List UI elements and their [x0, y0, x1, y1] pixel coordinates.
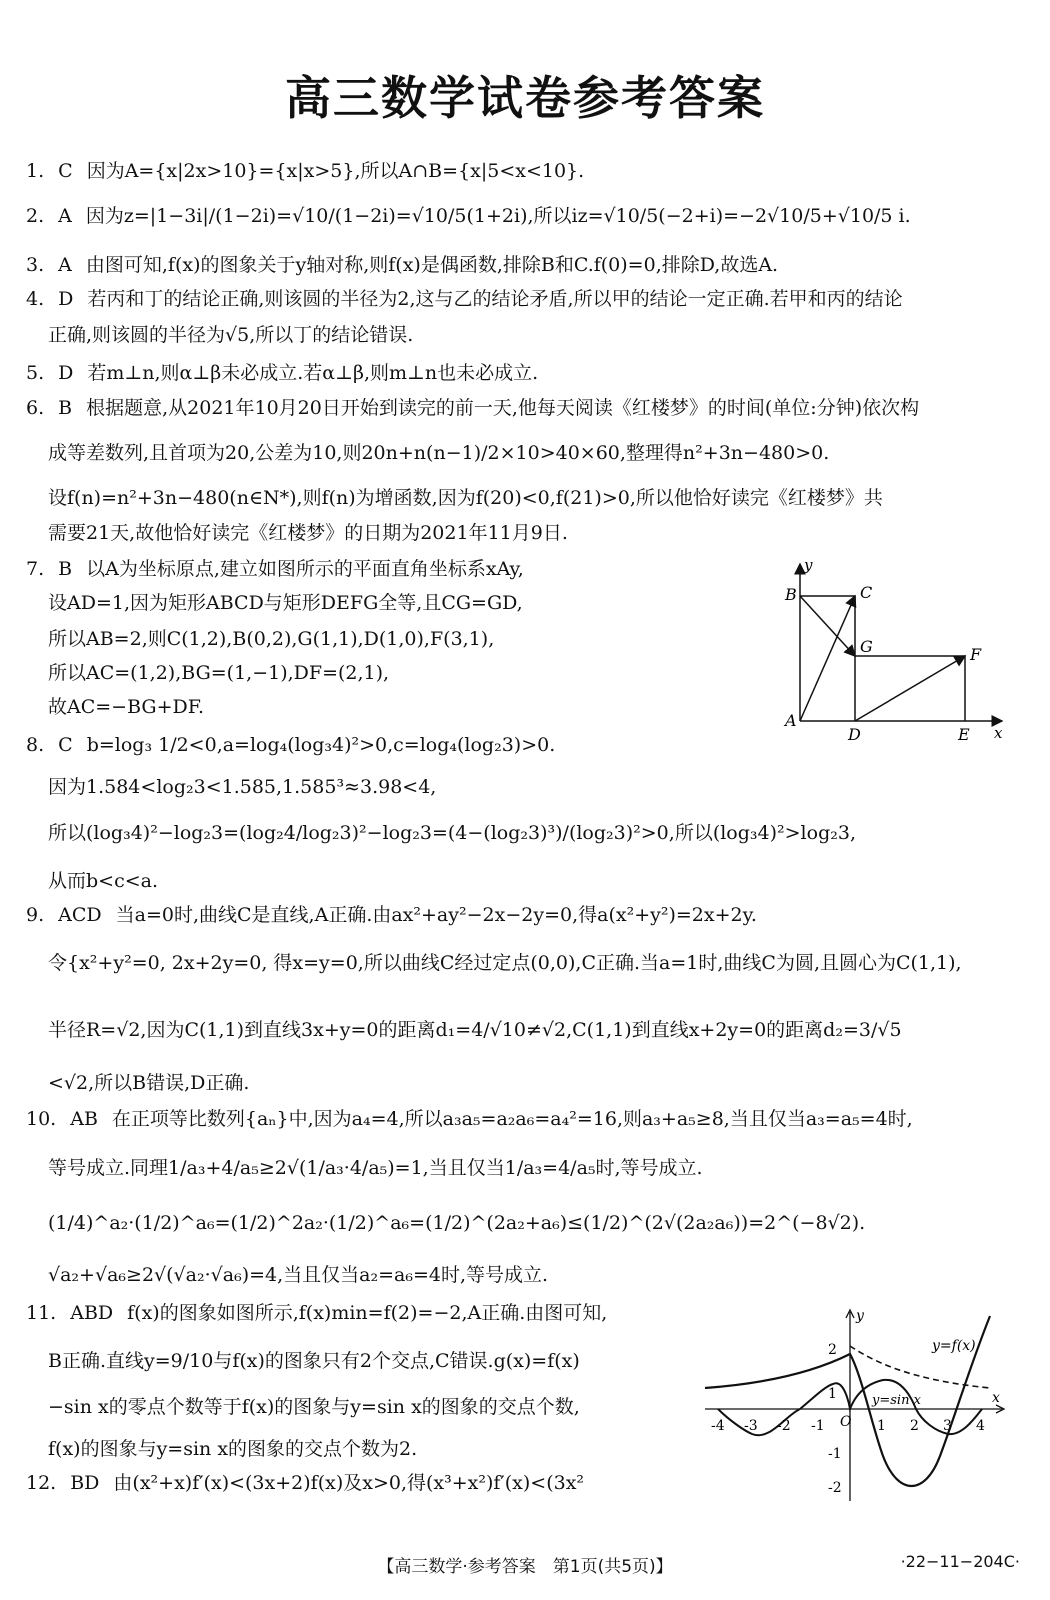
answer-continuation	[48, 322, 413, 348]
explanation-text: 设AD=1,因为矩形ABCD与矩形DEFG全等,且CG=GD,	[48, 592, 523, 614]
x-tick-label: -4	[711, 1418, 725, 1434]
explanation-text: 在正项等比数列{aₙ}中,因为a₄=4,所以a₃a₅=a₂a₆=a₄²=16,则a₃+a₅≥8,当且仅当a₃=a₅=4时,	[111, 1108, 913, 1130]
explanation-text: 令{x²+y²=0, 2x+2y=0, 得x=y=0,所以曲线C经过定点(0,0),C正确.当a=1时,曲线C为圆,且圆心为C(1,1),	[48, 952, 962, 974]
question-number: 7.	[26, 558, 45, 580]
explanation-text: 成等差数列,且首项为20,公差为10,则20n+n(n−1)/2×10>40×60,整理得n²+3n−480>0.	[48, 442, 830, 464]
answer-continuation	[48, 1210, 865, 1236]
explanation-text: 设f(n)=n²+3n−480(n∈N*),则f(n)为增函数,因为f(20)<0,f(21)>0,所以他恰好读完《红楼梦》共	[48, 487, 883, 509]
explanation-text: f(x)的图象与y=sin x的图象的交点个数为2.	[48, 1438, 418, 1460]
page-title: 高三数学试卷参考答案	[285, 71, 765, 125]
answer-item	[26, 1300, 607, 1326]
answer-item	[26, 556, 524, 582]
answer-choice: B	[58, 558, 73, 580]
answer-continuation	[48, 694, 204, 720]
label-G: G	[860, 637, 873, 656]
answer-continuation	[48, 440, 829, 466]
explanation-text: 故AC=−BG+DF.	[48, 696, 205, 718]
explanation-text: 半径R=√2,因为C(1,1)到直线3x+y=0的距离d₁=4/√10≠√2,C(1,1)到直线x+2y=0的距离d₂=3/√5	[48, 1019, 902, 1041]
answer-continuation	[48, 660, 389, 686]
answer-choice: AB	[70, 1108, 98, 1130]
answer-choice: BD	[70, 1472, 100, 1494]
explanation-text: 因为z=|1−3i|/(1−2i)=√10/(1−2i)=√10/5(1+2i),所以iz=√10/5(−2+i)=−2√10/5+√10/5 i.	[85, 205, 911, 227]
explanation-text: b=log₃ 1/2<0,a=log₄(log₃4)²>0,c=log₄(log₂3)>0.	[86, 734, 556, 756]
question-number: 12.	[26, 1472, 57, 1494]
explanation-text: −sin x的零点个数等于f(x)的图象与y=sin x的图象的交点个数,	[48, 1396, 580, 1418]
explanation-text: 等号成立.同理1/a₃+4/a₅≥2√(1/a₃·4/a₅)=1,当且仅当1/a₃=4/a₅时,等号成立.	[48, 1157, 703, 1179]
explanation-text: 由(x²+x)f′(x)<(3x+2)f(x)及x>0,得(x³+x²)f′(x)<(3x²	[113, 1472, 585, 1494]
answer-continuation	[48, 520, 568, 546]
answer-choice: ACD	[58, 904, 102, 926]
explanation-text: 根据题意,从2021年10月20日开始到读完的前一天,他每天阅读《红楼梦》的时间(单位:分钟)依次构	[86, 397, 920, 419]
answer-item	[26, 252, 778, 278]
x-tick-label: -1	[811, 1418, 825, 1434]
answer-continuation	[48, 950, 962, 976]
question-number: 11.	[26, 1302, 57, 1324]
answer-continuation	[48, 1262, 548, 1288]
answer-choice: B	[58, 397, 73, 419]
label-y: y	[804, 556, 813, 574]
answer-item	[26, 395, 919, 421]
label-D: D	[848, 725, 861, 744]
answer-choice: A	[58, 254, 72, 276]
answer-choice: D	[58, 288, 74, 310]
x-tick-label: 4	[976, 1418, 985, 1434]
answer-choice: C	[58, 734, 73, 756]
explanation-text: √a₂+√a₆≥2√(√a₂·√a₆)=4,当且仅当a₂=a₆=4时,等号成立.	[48, 1264, 549, 1286]
x-tick-label: 2	[910, 1418, 919, 1434]
answer-item	[26, 902, 757, 928]
question-number: 2.	[26, 205, 45, 227]
question-number: 8.	[26, 734, 45, 756]
answer-choice: D	[58, 362, 74, 384]
explanation-text: 因为1.584<log₂3<1.585,1.585³≈3.98<4,	[48, 776, 437, 798]
label-E: E	[958, 725, 970, 744]
answer-continuation	[48, 1155, 703, 1181]
explanation-text: 因为A={x|2x>10}={x|x>5},所以A∩B={x|5<x<10}.	[86, 160, 585, 182]
figure-q11-function-graph	[700, 1306, 1010, 1506]
explanation-text: B正确.直线y=9/10与f(x)的图象只有2个交点,C错误.g(x)=f(x)	[48, 1350, 580, 1372]
y-tick-label: -1	[828, 1446, 842, 1462]
explanation-text: 由图可知,f(x)的图象关于y轴对称,则f(x)是偶函数,排除B和C.f(0)=0,排除D,故选A.	[85, 254, 779, 276]
answer-choice: A	[58, 205, 72, 227]
answer-continuation	[48, 1394, 580, 1420]
answer-choice: C	[58, 160, 73, 182]
question-number: 4.	[26, 288, 45, 310]
answer-continuation	[48, 820, 856, 846]
label-F: F	[970, 645, 982, 664]
question-number: 1.	[26, 160, 45, 182]
label-fx: y=f(x)	[932, 1338, 976, 1354]
explanation-text: 当a=0时,曲线C是直线,A正确.由ax²+ay²−2x−2y=0,得a(x²+y²)=2x+2y.	[115, 904, 757, 926]
answer-continuation	[48, 774, 436, 800]
x-tick-label: -2	[777, 1418, 791, 1434]
label-A: A	[785, 711, 797, 730]
answer-item	[26, 732, 555, 758]
label-C: C	[860, 583, 873, 602]
label-B: B	[785, 585, 797, 604]
answer-continuation	[48, 485, 883, 511]
answer-continuation	[48, 1017, 902, 1043]
answer-continuation	[48, 868, 158, 894]
question-number: 3.	[26, 254, 45, 276]
answer-continuation	[48, 1070, 249, 1096]
explanation-text: 所以(log₃4)²−log₂3=(log₂4/log₂3)²−log₂3=(4−(log₂3)³)/(log₂3)²>0,所以(log₃4)²>log₂3,	[48, 822, 856, 844]
answer-item	[26, 360, 538, 386]
answer-continuation	[48, 1436, 417, 1462]
page-footer: 【高三数学·参考答案 第1页(共5页)】	[377, 1557, 673, 1577]
answer-item	[26, 1106, 913, 1132]
x-tick-label: 1	[877, 1418, 886, 1434]
label-x: x	[994, 724, 1003, 742]
figure-q7-rectangles	[780, 556, 1010, 746]
x-tick-label: 3	[943, 1418, 952, 1434]
y-tick-label: -2	[828, 1480, 842, 1496]
explanation-text: 以A为坐标原点,建立如图所示的平面直角坐标系xAy,	[86, 558, 524, 580]
explanation-text: 需要21天,故他恰好读完《红楼梦》的日期为2021年11月9日.	[48, 522, 568, 544]
answer-continuation	[48, 626, 494, 652]
question-number: 10.	[26, 1108, 57, 1130]
question-number: 9.	[26, 904, 45, 926]
explanation-text: f(x)的图象如图所示,f(x)min=f(2)=−2,A正确.由图可知,	[127, 1302, 608, 1324]
label-x-axis: x	[992, 1390, 1000, 1406]
answer-item	[26, 286, 903, 312]
explanation-text: 所以AB=2,则C(1,2),B(0,2),G(1,1),D(1,0),F(3,1),	[48, 628, 495, 650]
explanation-text: <√2,所以B错误,D正确.	[48, 1072, 250, 1094]
explanation-text: (1/4)^a₂·(1/2)^a₆=(1/2)^2a₂·(1/2)^a₆=(1/2)^(2a₂+a₆)≤(1/2)^(2√(2a₂a₆))=2^(−8√2).	[48, 1212, 866, 1234]
explanation-text: 从而b<c<a.	[48, 870, 159, 892]
answer-item	[26, 158, 584, 184]
question-number: 5.	[26, 362, 45, 384]
y-tick-label: 2	[828, 1342, 837, 1358]
answer-item	[26, 1470, 584, 1496]
answer-choice: ABD	[70, 1302, 114, 1324]
explanation-text: 若丙和丁的结论正确,则该圆的半径为2,这与乙的结论矛盾,所以甲的结论一定正确.若甲和丙的结论	[87, 288, 903, 310]
answer-continuation	[48, 590, 523, 616]
x-tick-label: -3	[744, 1418, 758, 1434]
y-tick-label: 1	[828, 1386, 837, 1402]
explanation-text: 所以AC=(1,2),BG=(1,−1),DF=(2,1),	[48, 662, 390, 684]
explanation-text: 若m⊥n,则α⊥β未必成立.若α⊥β,则m⊥n也未必成立.	[87, 362, 539, 384]
question-number: 6.	[26, 397, 45, 419]
label-origin: O	[840, 1414, 852, 1430]
label-y-axis: y	[856, 1308, 864, 1324]
answer-item	[26, 203, 911, 229]
answer-continuation	[48, 1348, 580, 1374]
document-code: ·22−11−204C·	[900, 1552, 1020, 1571]
explanation-text: 正确,则该圆的半径为√5,所以丁的结论错误.	[48, 324, 414, 346]
label-sinx: y=sin x	[872, 1393, 921, 1408]
